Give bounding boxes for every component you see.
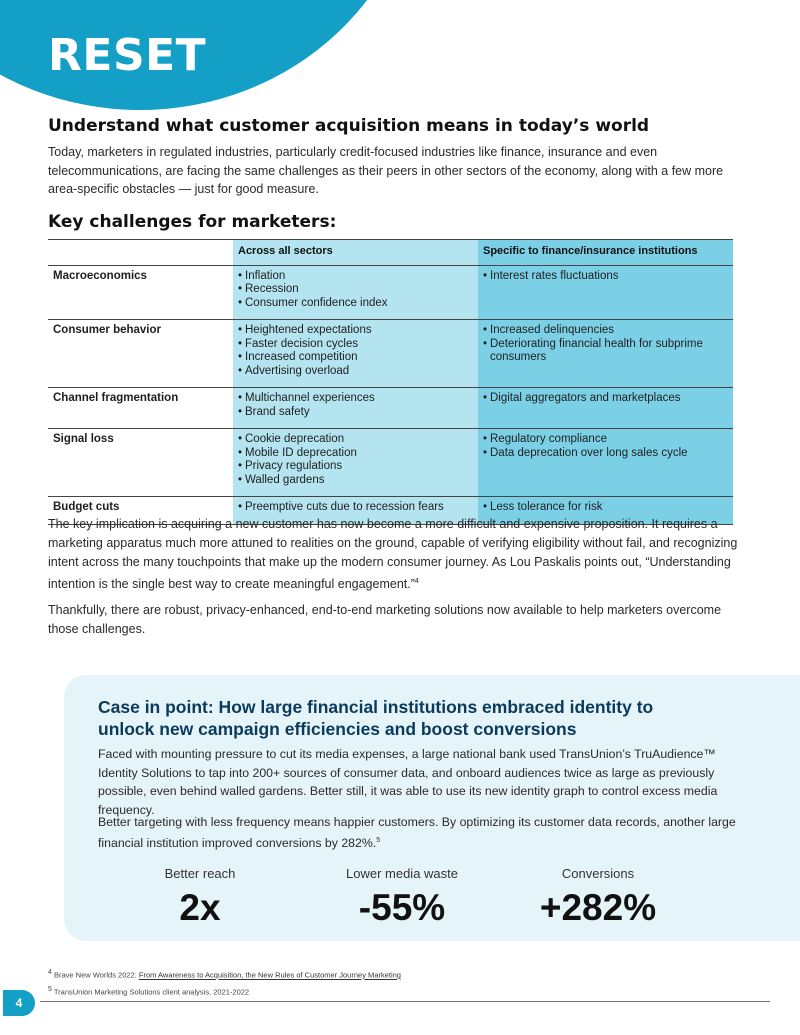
bullet-list (238, 501, 473, 515)
footnote-link[interactable]: From Awareness to Acquisition, the New Rules of Customer Journey Marketing (138, 970, 401, 980)
table-header-row (48, 240, 733, 266)
case-study-text-2-body: Better targeting with less frequency means happier customers. By optimizing its customer data records, another large financial institution improved conversions by 282%. (98, 815, 736, 850)
bullet-item: • Less tolerance for risk (483, 501, 728, 515)
bullet-item: • Consumer confidence index (238, 297, 473, 311)
bullet-item: • Multichannel experiences (238, 392, 473, 406)
case-study-text-2 (98, 813, 753, 852)
stat-better-reach (110, 866, 290, 929)
bullet-item: • Recession (238, 283, 473, 297)
stat-label: Lower media waste (346, 866, 458, 881)
section-heading: Understand what customer acquisition means in today’s world (48, 116, 650, 136)
bullet-item: • Privacy regulations (238, 460, 473, 474)
footnote-number: 4 (48, 969, 52, 976)
challenges-heading: Key challenges for marketers: (48, 212, 337, 232)
bullet-list (483, 501, 728, 515)
case-study-text-1: Faced with mounting pressure to cut its media expenses, a large national bank used TransUnion’s TruAudience™ Identity Solutions to tap into 200+ sources of consumer data, and onboard audiences twice as large as previously possible, even behind walled gardens. Better still, it was able to use its new identity graph to control excess media frequency. (98, 747, 718, 817)
bullet-list (238, 433, 473, 487)
row-label: Channel fragmentation (53, 392, 179, 404)
header-cell-label (48, 240, 233, 266)
row-label: Consumer behavior (53, 324, 161, 336)
bullet-item: • Interest rates fluctuations (483, 270, 728, 284)
table-row (48, 320, 733, 388)
bullet-item: • Inflation (238, 270, 473, 284)
footnote-5 (48, 983, 401, 1000)
bullet-list (483, 392, 728, 406)
bullet-item: • Preemptive cuts due to recession fears (238, 501, 473, 515)
bullet-item: • Mobile ID deprecation (238, 447, 473, 461)
bullet-item: • Deteriorating financial health for subprime consumers (483, 338, 728, 365)
bullet-list (483, 433, 728, 460)
implication-paragraph (48, 515, 748, 594)
stat-label: Conversions (561, 866, 635, 881)
table-row (48, 429, 733, 497)
cell-all-sectors (233, 320, 478, 388)
cell-finance (478, 429, 733, 497)
table-body (48, 265, 733, 524)
bullet-item: • Brand safety (238, 406, 473, 420)
bullet-item: • Faster decision cycles (238, 338, 473, 352)
cell-finance (478, 265, 733, 320)
footnote-ref-4: 4 (414, 578, 419, 585)
stat-value: 2x (179, 887, 221, 928)
page-title: RESET (48, 30, 207, 81)
intro-paragraph: Today, marketers in regulated industries, particularly credit-focused industries like finance, insurance and even telecommunications, are facing the same challenges as their peers in other sectors of the economy, along with a few more area-specific obstacles — just for good measure. (48, 145, 724, 196)
bullet-item: • Data deprecation over long sales cycle (483, 447, 728, 461)
table-row (48, 388, 733, 429)
bullet-list (483, 270, 728, 284)
footnote-4 (48, 966, 401, 983)
footnote-ref-5: 5 (376, 836, 381, 844)
implication-text: The key implication is acquiring a new customer has now become a more difficult and expensive proposition. It requires a marketing apparatus much more attuned to realities on the ground, capable of verifying eligibility without fail, and recognizing intent across the many touchpoints that make up the modern consumer journey. As Lou Paskalis points out, “Understanding intention is the single best way to create meaningful engagement.” (48, 517, 738, 592)
cell-all-sectors (233, 265, 478, 320)
bullet-item: • Heightened expectations (238, 324, 473, 338)
bullet-item: • Walled gardens (238, 474, 473, 488)
bullet-item: • Digital aggregators and marketplaces (483, 392, 728, 406)
page-number: 4 (3, 990, 35, 1016)
bullet-item: • Cookie deprecation (238, 433, 473, 447)
bullet-item: • Increased delinquencies (483, 324, 728, 338)
header-cell-all-sectors: Across all sectors (233, 240, 478, 266)
stat-value: -55% (358, 887, 446, 928)
stat-lower-media-waste (312, 866, 492, 929)
footnote-text: Brave New Worlds 2022: (51, 970, 139, 980)
row-label: Macroeconomics (53, 269, 147, 282)
stat-label: Better reach (164, 866, 236, 881)
row-label: Signal loss (53, 433, 114, 445)
bullet-list (483, 324, 728, 365)
footnotes (48, 966, 401, 999)
bullet-item: • Advertising overload (238, 365, 473, 379)
footnote-text: TransUnion Marketing Solutions client analysis, 2021-2022 (51, 987, 250, 996)
stat-conversions (508, 866, 688, 929)
bullet-item: • Regulatory compliance (483, 433, 728, 447)
bullet-list (238, 392, 473, 419)
bullet-list (238, 324, 473, 378)
footer-divider (40, 1001, 770, 1002)
header-cell-finance: Specific to finance/insurance institutions (478, 240, 733, 266)
table-row (48, 265, 733, 320)
cell-finance (478, 388, 733, 429)
challenges-table (48, 239, 733, 525)
bullet-item: • Increased competition (238, 351, 473, 365)
row-label: Budget cuts (53, 501, 120, 513)
cell-finance (478, 320, 733, 388)
footnote-number: 5 (48, 985, 52, 993)
cell-all-sectors (233, 388, 478, 429)
solutions-paragraph: Thankfully, there are robust, privacy-enhanced, end-to-end marketing solutions now available to help marketers overcome those challenges. (48, 603, 722, 636)
case-study-title: Case in point: How large financial institutions embraced identity to unlock new campaign efficiencies and boost conversions (98, 697, 654, 739)
stat-value: +282% (539, 887, 657, 928)
cell-all-sectors (233, 429, 478, 497)
bullet-list (238, 270, 473, 311)
